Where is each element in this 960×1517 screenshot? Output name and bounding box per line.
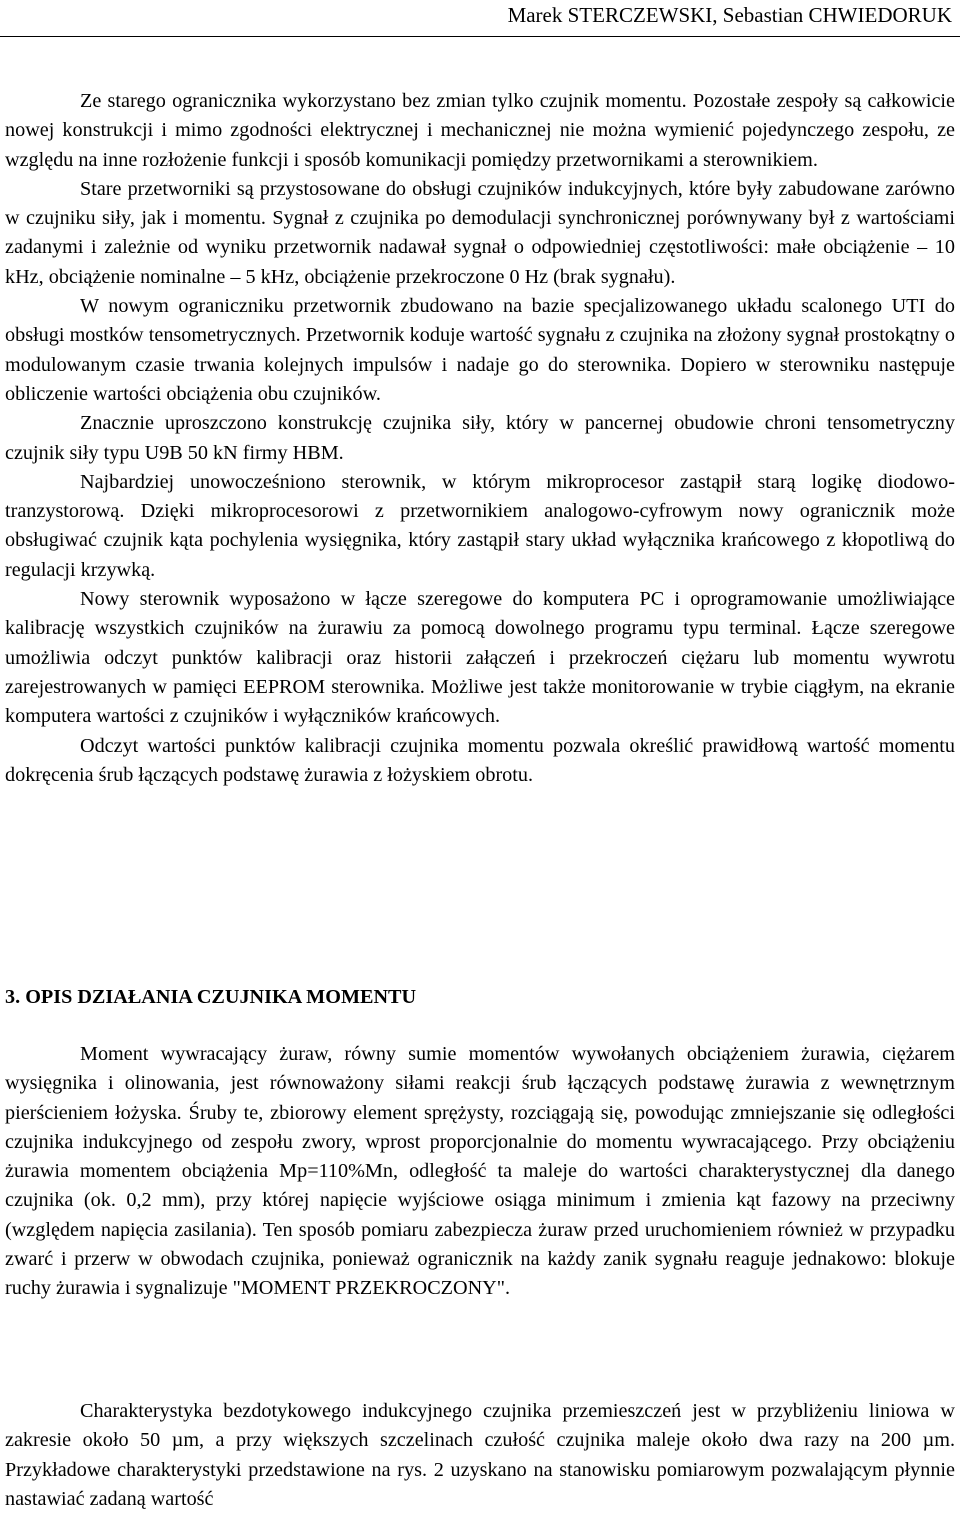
paragraph: Moment wywracający żuraw, równy sumie momentów wywołanych obciążeniem żurawia, ciężarem wysięgnika i olinowania, jest równoważony siłami reakcji śrub łączących podstawę żurawia z wewnętrznym pierścieniem łożyska. Śruby te, zbiorowy element sprężysty, rozciągają się, powodując zmniejszanie się odległości czujnika indukcyjnego od zespołu zwory, wprost proporcjonalnie do momentu wywracającego. Przy obciążeniu żurawia momentem obciążenia Mp=110%Mn, odległość ta maleje do wartości charakterystycznej dla danego czujnika (ok. 0,2 mm), przy której napięcie wyjściowe osiąga minimum i zmienia kąt fazowy na przeciwny (względem napięcia zasilania). Ten sposób pomiaru zabezpiecza żuraw przed uruchomieniem również w przypadku zwarć i przerw w obwodach czujnika, ponieważ ogranicznik na każdy zanik sygnału reaguje jednakowo: blokuje ruchy żurawia i sygnalizuje "MOMENT PRZEKROCZONY". xyxy=(5,1043,955,1300)
running-header-authors: Marek STERCZEWSKI, Sebastian CHWIEDORUK xyxy=(507,3,952,27)
paragraph: W nowym ograniczniku przetwornik zbudowano na bazie specjalizowanego układu scalonego UTI do obsługi mostków tensometrycznych. Przetwornik koduje wartość sygnału z czujnika na złożony sygnał prostokątny o modulowanym czasie trwania kolejnych impulsów i nadaje go do sterownika. Dopiero w sterowniku następuje obliczenie wartości obciążenia obu czujników. xyxy=(5,295,955,405)
paragraph: Znacznie uproszczono konstrukcję czujnika siły, który w pancernej obudowie chroni tensometryczny czujnik siły typu U9B 50 kN firmy HBM. xyxy=(5,412,955,464)
section-heading: 3. OPIS DZIAŁANIA CZUJNIKA MOMENTU xyxy=(5,986,417,1008)
section-body xyxy=(5,1397,955,1514)
paragraph: Nowy sterownik wyposażono w łącze szeregowe do komputera PC i oprogramowanie umożliwiające kalibrację wszystkich czujników na żurawiu za pomocą dowolnego programu typu terminal. Łącze szeregowe umożliwia odczyt punktów kalibracji oraz historii załączeń i przekroczeń ciężaru lub momentu wywrotu zarejestrowanych w pamięci EEPROM sterownika. Możliwe jest także monitorowanie w trybie ciągłym, na ekranie komputera wartości z czujników i wyłączników krańcowych. xyxy=(5,588,955,728)
paragraph: Stare przetworniki są przystosowane do obsługi czujników indukcyjnych, które były zabudowane zarówno w czujniku siły, jak i momentu. Sygnał z czujnika po demodulacji synchronicznej porównywany był z wartościami zadanymi i zależnie od wyniku przetwornik nadawał sygnał o odpowiedniej częstotliwości: małe obciążenie – 10 kHz, obciążenie nominalne – 5 kHz, obciążenie przekroczone 0 Hz (brak sygnału). xyxy=(5,177,955,288)
paragraph: Charakterystyka bezdotykowego indukcyjnego czujnika przemieszczeń jest w przybliżeniu liniowa w zakresie około 50 µm, a przy większych szczelinach czułość czujnika maleje około dwa razy na 200 µm. Przykładowe charakterystyki przedstawione na rys. 2 uzyskano na stanowisku pomiarowym pozwalającym płynnie nastawiać zadaną wartość xyxy=(5,1400,955,1510)
section-body xyxy=(5,1040,955,1304)
paragraph: Ze starego ogranicznika wykorzystano bez zmian tylko czujnik momentu. Pozostałe zespoły są całkowicie nowej konstrukcji i mimo zgodności elektrycznej i mechanicznej nie można wymienić pojedynczego zespołu, ze względu na inne rozłożenie funkcji i sposób komunikacji pomiędzy przetwornikami a sterownikiem. xyxy=(5,90,955,171)
paragraph: Odczyt wartości punktów kalibracji czujnika momentu pozwala określić prawidłową wartość momentu dokręcenia śrub łączących podstawę żurawia z łożyskiem obrotu. xyxy=(5,734,955,786)
section-body xyxy=(5,87,955,790)
header-divider xyxy=(0,36,960,37)
paragraph: Najbardziej unowocześniono sterownik, w którym mikroprocesor zastąpił starą logikę diodowo-tranzystorową. Dzięki mikroprocesorowi z przetwornikiem analogowo-cyfrowym nowy ogranicznik może obsługiwać czujnik kąta pochylenia wysięgnika, który zastąpił stary układ wyłącznika krańcowego z kłopotliwą do regulacji krzywką. xyxy=(5,470,955,581)
